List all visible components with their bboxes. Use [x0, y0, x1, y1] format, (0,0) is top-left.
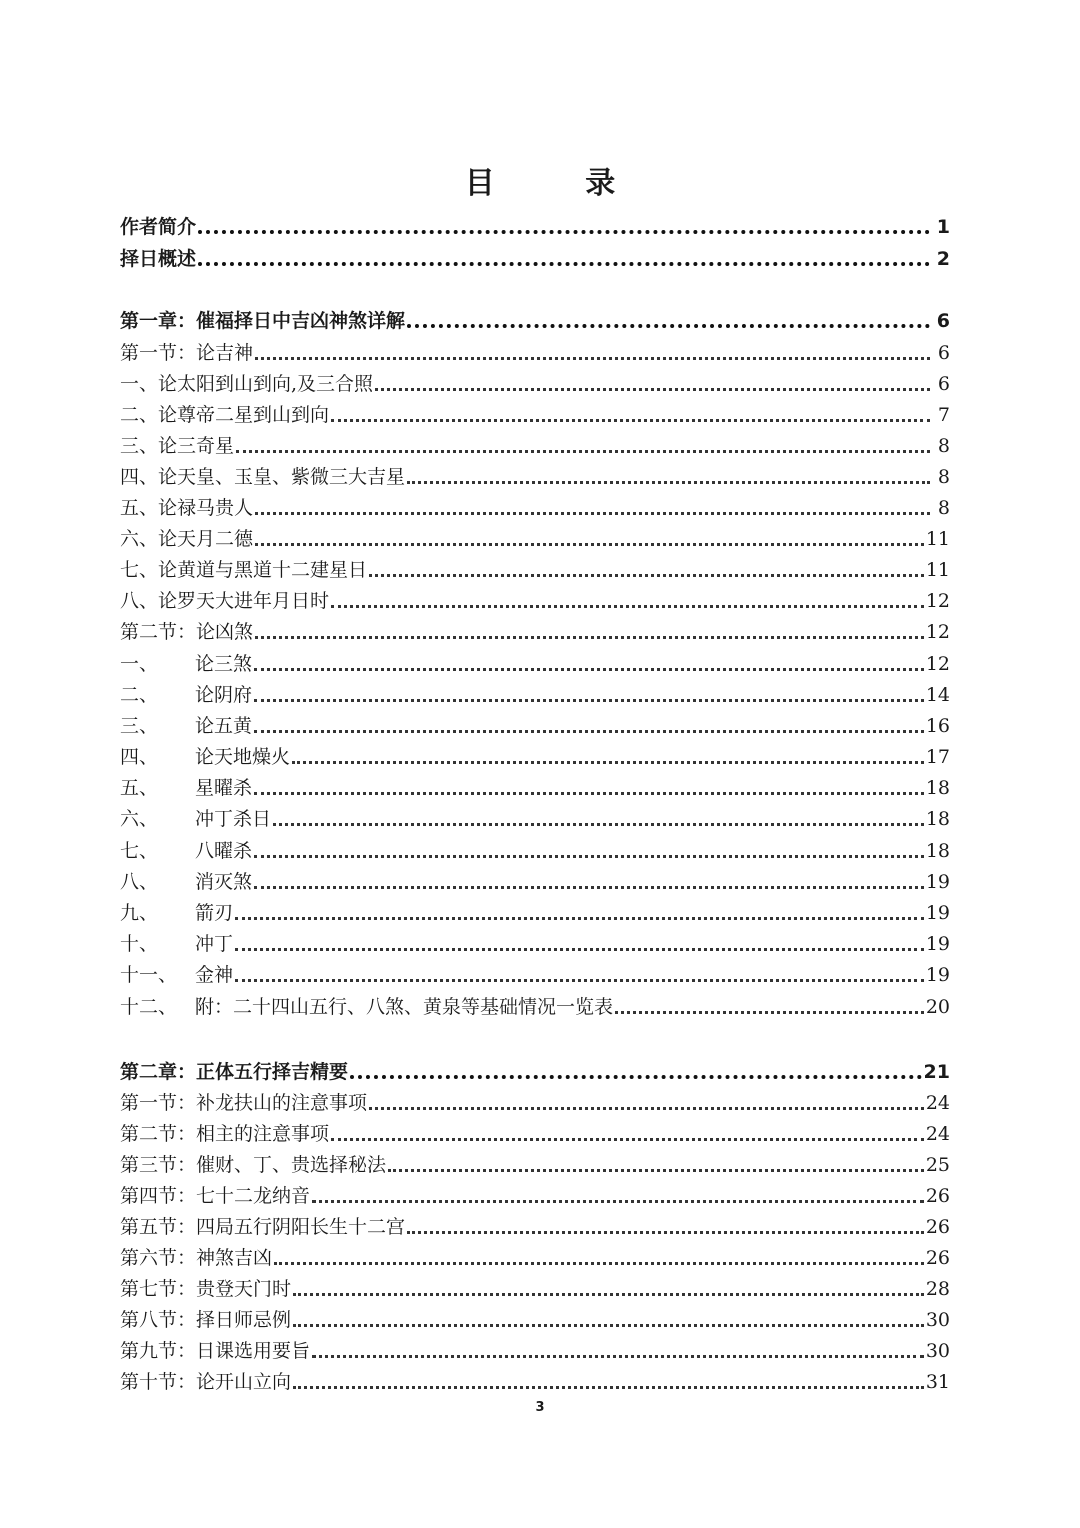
- dot-leader: [274, 1262, 924, 1265]
- dot-leader: [293, 1324, 924, 1327]
- dot-leader: [407, 324, 930, 328]
- toc-entry-title: 第八节：择日师忌例: [120, 1309, 292, 1331]
- page-number: 3: [535, 1400, 545, 1415]
- toc-entry-title: 论三煞: [195, 653, 253, 675]
- dot-leader: [255, 357, 930, 360]
- toc-entry-page: 18: [925, 777, 950, 799]
- toc-entry: [120, 302, 950, 332]
- toc-entry-title: 第五节：四局五行阴阳长生十二宫: [120, 1216, 406, 1238]
- toc-entry: [120, 988, 950, 1018]
- toc-entry: [120, 1239, 950, 1269]
- toc-entry: [120, 894, 950, 924]
- toc-entry-title: 五、论禄马贵人: [120, 497, 254, 519]
- toc-entry-title: 七、论黄道与黑道十二建星日: [120, 559, 368, 581]
- toc-entry-title: 第四节：七十二龙纳音: [120, 1185, 311, 1207]
- dot-leader: [254, 886, 924, 889]
- toc-entry-title: 第一节：补龙扶山的注意事项: [120, 1092, 368, 1114]
- toc-entry-page: 30: [925, 1309, 950, 1331]
- toc-entry: [120, 489, 950, 519]
- toc-entry: [120, 365, 950, 395]
- toc-entry-title: 消灭煞: [195, 871, 253, 893]
- dot-leader: [407, 1231, 924, 1234]
- toc-entry-page: 28: [925, 1278, 950, 1300]
- toc-entry-title: 作者简介: [120, 216, 197, 238]
- toc-entry-title: 三、论三奇星: [120, 435, 235, 457]
- toc-entry-title: 择日概述: [120, 248, 197, 270]
- toc-entry-page: 8: [937, 497, 950, 519]
- toc-entry-title: 第二节：相主的注意事项: [120, 1123, 330, 1145]
- toc-entry-title: 箭刃: [195, 902, 234, 924]
- toc-entry: [120, 832, 950, 862]
- toc-entry: [120, 458, 950, 488]
- toc-entry-page: 26: [925, 1216, 950, 1238]
- toc-entry-page: 12: [925, 590, 950, 612]
- toc-entry-page: 25: [925, 1154, 950, 1176]
- toc-entry: [120, 645, 950, 675]
- toc-entry-page: 14: [925, 684, 950, 706]
- toc-entry: [120, 1115, 950, 1145]
- dot-leader: [235, 948, 924, 951]
- dot-leader: [350, 1075, 922, 1079]
- dot-leader: [236, 450, 930, 453]
- toc-entry: [120, 1270, 950, 1300]
- toc-entry: [120, 956, 950, 986]
- toc-entry-number: 四、: [120, 746, 159, 768]
- toc-entry: [120, 769, 950, 799]
- page-title: 目 录: [464, 166, 656, 201]
- dot-leader: [235, 917, 924, 920]
- toc-entry-page: 7: [937, 404, 950, 426]
- toc-entry-number: 二、: [120, 684, 159, 706]
- toc-entry-title: 第一节：论吉神: [120, 342, 254, 364]
- toc-entry: [120, 334, 950, 364]
- dot-leader: [293, 1293, 924, 1296]
- toc-entry-title: 第七节：贵登天门时: [120, 1278, 292, 1300]
- dot-leader: [293, 1386, 924, 1389]
- toc-entry-page: 6: [936, 310, 950, 332]
- toc-entry-page: 19: [925, 871, 950, 893]
- toc-entry: [120, 800, 950, 830]
- toc-entry-page: 12: [925, 621, 950, 643]
- toc-entry: [120, 208, 950, 238]
- toc-entry-title: 四、论天皇、玉皇、紫微三大吉星: [120, 466, 406, 488]
- toc-entry-page: 8: [937, 466, 950, 488]
- toc-entry: [120, 240, 950, 270]
- toc-entry-page: 19: [925, 964, 950, 986]
- toc-entry: [120, 1363, 950, 1393]
- toc-entry-number: 十二、: [120, 996, 178, 1018]
- toc-entry-title: 第六节：神煞吉凶: [120, 1247, 273, 1269]
- toc-entry-title: 论天地燥火: [195, 746, 291, 768]
- dot-leader: [375, 388, 930, 391]
- toc-entry-title: 冲丁: [195, 933, 234, 955]
- toc-entry: [120, 1208, 950, 1238]
- dot-leader: [615, 1011, 924, 1014]
- dot-leader: [255, 512, 930, 515]
- toc-entry-title: 六、论天月二德: [120, 528, 254, 550]
- toc-entry: [120, 1146, 950, 1176]
- toc-entry-page: 6: [937, 373, 950, 395]
- toc-entry-page: 19: [925, 933, 950, 955]
- dot-leader: [198, 230, 930, 234]
- dot-leader: [254, 792, 924, 795]
- toc-entry-title: 冲丁杀日: [195, 808, 272, 830]
- toc-entry-title: 金神: [195, 964, 234, 986]
- toc-entry-page: 11: [925, 559, 950, 581]
- toc-entry-title: 二、论尊帝二星到山到向: [120, 404, 330, 426]
- toc-entry-title: 论阴府: [195, 684, 253, 706]
- toc-entry-title: 八曜杀: [195, 840, 253, 862]
- toc-entry-number: 七、: [120, 840, 159, 862]
- toc-entry-page: 26: [925, 1185, 950, 1207]
- dot-leader: [255, 543, 924, 546]
- dot-leader: [235, 979, 924, 982]
- toc-entry-page: 2: [936, 248, 950, 270]
- dot-leader: [254, 730, 924, 733]
- toc-entry-page: 1: [936, 216, 950, 238]
- toc-entry-page: 20: [925, 996, 950, 1018]
- toc-entry: [120, 1332, 950, 1362]
- toc-entry: [120, 1053, 950, 1083]
- toc-entry-number: 六、: [120, 808, 159, 830]
- toc-entry: [120, 925, 950, 955]
- toc-entry-title: 第二节：论凶煞: [120, 621, 254, 643]
- toc-entry-title: 一、论太阳到山到向,及三合照: [120, 373, 374, 395]
- dot-leader: [369, 1107, 924, 1110]
- toc-entry-title: 附：二十四山五行、八煞、黄泉等基础情况一览表: [195, 996, 614, 1018]
- toc-entry-title: 星曜杀: [195, 777, 253, 799]
- toc-entry: [120, 613, 950, 643]
- dot-leader: [331, 1138, 924, 1141]
- dot-leader: [254, 855, 924, 858]
- toc-entry-page: 12: [925, 653, 950, 675]
- toc-entry-page: 19: [925, 902, 950, 924]
- dot-leader: [312, 1355, 924, 1358]
- toc-entry-number: 十、: [120, 933, 159, 955]
- toc-entry: [120, 707, 950, 737]
- toc-entry-page: 26: [925, 1247, 950, 1269]
- dot-leader: [369, 574, 924, 577]
- toc-entry-number: 一、: [120, 653, 159, 675]
- dot-leader: [407, 481, 930, 484]
- toc-entry-page: 18: [925, 840, 950, 862]
- toc-entry-number: 八、: [120, 871, 159, 893]
- toc-entry-title: 第十节：论开山立向: [120, 1371, 292, 1393]
- toc-entry: [120, 551, 950, 581]
- toc-entry: [120, 1177, 950, 1207]
- toc-entry-page: 24: [925, 1092, 950, 1114]
- dot-leader: [331, 605, 924, 608]
- toc-entry-page: 31: [925, 1371, 950, 1393]
- toc-entry: [120, 863, 950, 893]
- toc-entry-title: 第三节：催财、丁、贵选择秘法: [120, 1154, 387, 1176]
- toc-entry-number: 三、: [120, 715, 159, 737]
- toc-entry-page: 8: [937, 435, 950, 457]
- toc-entry-page: 16: [925, 715, 950, 737]
- toc-entry-page: 17: [925, 746, 950, 768]
- toc-entry-page: 18: [925, 808, 950, 830]
- dot-leader: [198, 262, 930, 266]
- toc-entry-number: 九、: [120, 902, 159, 924]
- toc-entry-page: 30: [925, 1340, 950, 1362]
- toc-entry-page: 6: [937, 342, 950, 364]
- toc-entry: [120, 582, 950, 612]
- dot-leader: [254, 668, 924, 671]
- toc-entry-page: 24: [925, 1123, 950, 1145]
- toc-entry-number: 十一、: [120, 964, 178, 986]
- dot-leader: [388, 1169, 924, 1172]
- dot-leader: [273, 823, 924, 826]
- toc-entry: [120, 520, 950, 550]
- dot-leader: [254, 699, 924, 702]
- toc-entry-title: 第一章：催福择日中吉凶神煞详解: [120, 310, 406, 332]
- dot-leader: [312, 1200, 924, 1203]
- toc-entry-page: 11: [925, 528, 950, 550]
- toc-entry: [120, 396, 950, 426]
- toc-entry: [120, 676, 950, 706]
- toc-entry: [120, 427, 950, 457]
- toc-entry: [120, 738, 950, 768]
- toc-entry: [120, 1084, 950, 1114]
- toc-entry: [120, 1301, 950, 1331]
- toc-entry-title: 八、论罗天大进年月日时: [120, 590, 330, 612]
- dot-leader: [331, 419, 930, 422]
- toc-entry-page: 21: [923, 1061, 950, 1083]
- toc-entry-title: 论五黄: [195, 715, 253, 737]
- dot-leader: [292, 761, 924, 764]
- toc-entry-number: 五、: [120, 777, 159, 799]
- toc-entry-title: 第二章：正体五行择吉精要: [120, 1061, 349, 1083]
- toc-entry-title: 第九节：日课选用要旨: [120, 1340, 311, 1362]
- dot-leader: [255, 636, 924, 639]
